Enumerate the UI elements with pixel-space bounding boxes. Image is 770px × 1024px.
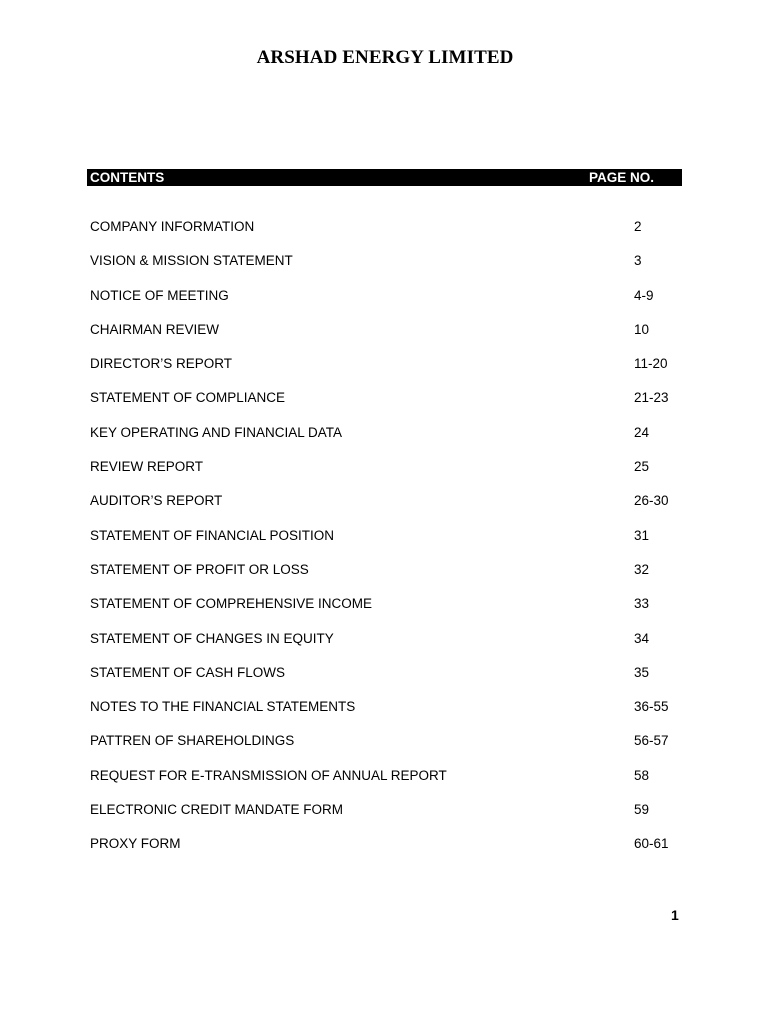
toc-entry [90,562,680,596]
toc-entry-page: 24 [634,424,650,440]
toc-entry-title: AUDITOR’S REPORT [90,493,223,509]
page-no-label: PAGE NO. [589,170,655,185]
toc-entry [90,596,680,630]
toc-entry-page: 31 [634,527,650,543]
toc-entry-title: STATEMENT OF COMPREHENSIVE INCOME [90,596,373,612]
toc-entry-page: 33 [634,596,650,612]
toc-entry-page: 2 [634,219,642,234]
toc-entry [90,802,680,836]
toc-entry-title: CHAIRMAN REVIEW [90,321,220,337]
toc-entry-page: 21-23 [634,390,669,406]
company-title: ARSHAD ENERGY LIMITED [256,47,514,68]
toc-entry-page: 26-30 [634,493,669,509]
toc-entry-page: 34 [634,630,650,646]
toc-entry-page: 59 [634,802,650,818]
toc-entry-title: VISION & MISSION STATEMENT [90,253,293,269]
toc-entry-page: 10 [634,321,650,337]
toc-entry-title: NOTES TO THE FINANCIAL STATEMENTS [90,699,356,715]
toc-entry [90,356,680,390]
toc-entry [90,253,680,287]
toc-entry [90,768,680,802]
toc-entry-page: 58 [634,767,650,783]
page-number: 1 [671,907,679,923]
toc-entry [90,425,680,459]
toc-entry [90,288,680,322]
toc-entry-title: NOTICE OF MEETING [90,287,229,303]
toc-entry-title: STATEMENT OF COMPLIANCE [90,390,286,406]
toc-entry-page: 11-20 [634,356,668,372]
toc-entry [90,836,680,870]
toc-entry [90,390,680,424]
toc-entry [90,733,680,767]
toc-entry-page: 60-61 [634,836,669,852]
toc-entry-title: PATTREN OF SHAREHOLDINGS [90,733,295,749]
contents-header-bar [87,169,682,186]
table-of-contents [90,219,680,871]
toc-entry-title: COMPANY INFORMATION [90,219,255,234]
toc-entry-page: 25 [634,459,650,475]
contents-label: CONTENTS [90,170,165,185]
toc-entry [90,528,680,562]
toc-entry-title: STATEMENT OF FINANCIAL POSITION [90,527,335,543]
toc-entry-title: ELECTRONIC CREDIT MANDATE FORM [90,802,344,818]
toc-entry [90,459,680,493]
toc-entry-page: 4-9 [634,287,654,303]
toc-entry-title: STATEMENT OF PROFIT OR LOSS [90,561,309,577]
toc-entry-page: 36-55 [634,699,669,715]
toc-entry [90,493,680,527]
toc-entry [90,631,680,665]
toc-entry-page: 56-57 [634,733,669,749]
toc-entry [90,322,680,356]
toc-entry-title: STATEMENT OF CASH FLOWS [90,664,286,680]
toc-entry-title: REQUEST FOR E-TRANSMISSION OF ANNUAL REPORT [90,767,447,783]
toc-entry [90,219,680,253]
toc-entry-page: 3 [634,253,642,269]
toc-entry [90,699,680,733]
toc-entry-title: PROXY FORM [90,836,181,852]
toc-entry [90,665,680,699]
toc-entry-title: DIRECTOR’S REPORT [90,356,233,372]
toc-entry-page: 32 [634,561,650,577]
toc-entry-title: KEY OPERATING AND FINANCIAL DATA [90,424,343,440]
toc-entry-title: STATEMENT OF CHANGES IN EQUITY [90,630,334,646]
toc-entry-page: 35 [634,664,650,680]
toc-entry-title: REVIEW REPORT [90,459,204,475]
